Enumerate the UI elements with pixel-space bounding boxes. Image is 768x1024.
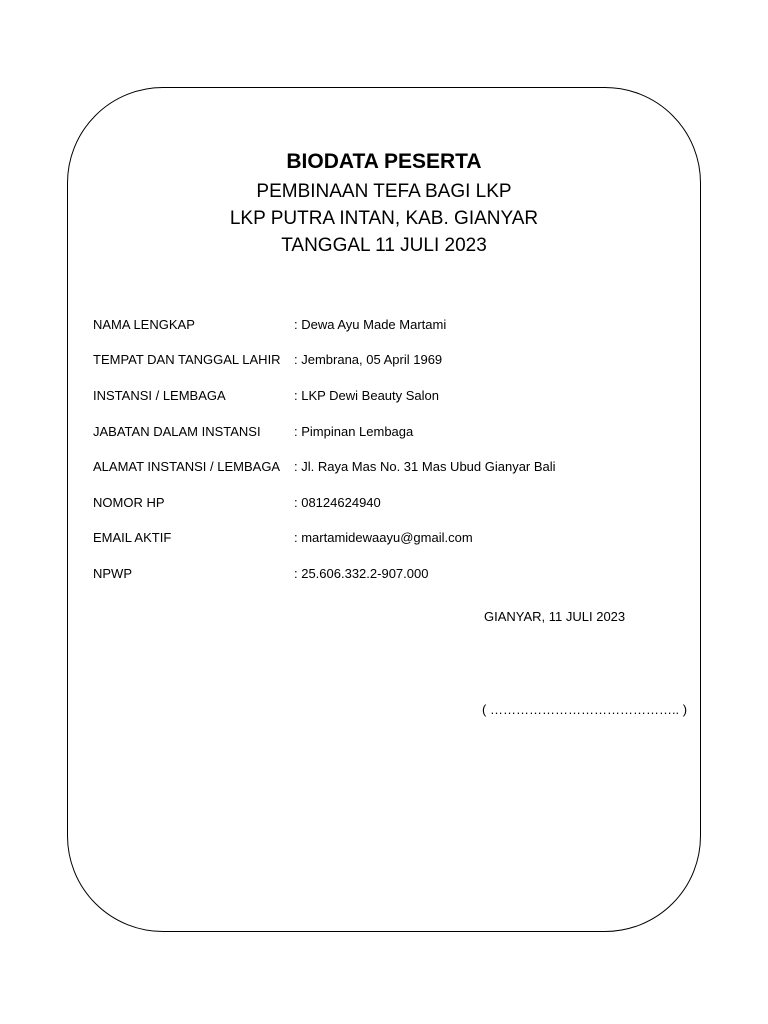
field-value: : 25.606.332.2-907.000 [294, 566, 429, 581]
signature-place-date: GIANYAR, 11 JULI 2023 [484, 609, 626, 624]
field-value: : Jembrana, 05 April 1969 [294, 352, 443, 367]
field-label: INSTANSI / LEMBAGA [93, 388, 226, 403]
field-value: : martamidewaayu@gmail.com [294, 530, 473, 545]
field-value: : Pimpinan Lembaga [294, 424, 414, 439]
field-label: JABATAN DALAM INSTANSI [93, 424, 261, 439]
field-value: : Dewa Ayu Made Martami [294, 317, 447, 332]
field-label: ALAMAT INSTANSI / LEMBAGA [93, 459, 281, 474]
field-value: : LKP Dewi Beauty Salon [294, 388, 440, 403]
field-label: NOMOR HP [93, 495, 165, 510]
document-title: BIODATA PESERTA [286, 150, 482, 173]
field-value: : Jl. Raya Mas No. 31 Mas Ubud Gianyar Bali [294, 459, 556, 474]
field-label: NPWP [93, 566, 132, 581]
organizer-name: LKP PUTRA INTAN, KAB. GIANYAR [229, 208, 539, 229]
field-label: NAMA LENGKAP [93, 317, 195, 332]
signature-name-placeholder: ( …………………………………….. ) [482, 702, 688, 717]
event-date: TANGGAL 11 JULI 2023 [281, 235, 487, 256]
field-label: EMAIL AKTIF [93, 530, 172, 545]
field-label: TEMPAT DAN TANGGAL LAHIR [93, 352, 281, 367]
field-value: : 08124624940 [294, 495, 381, 510]
program-name: PEMBINAAN TEFA BAGI LKP [256, 181, 512, 202]
